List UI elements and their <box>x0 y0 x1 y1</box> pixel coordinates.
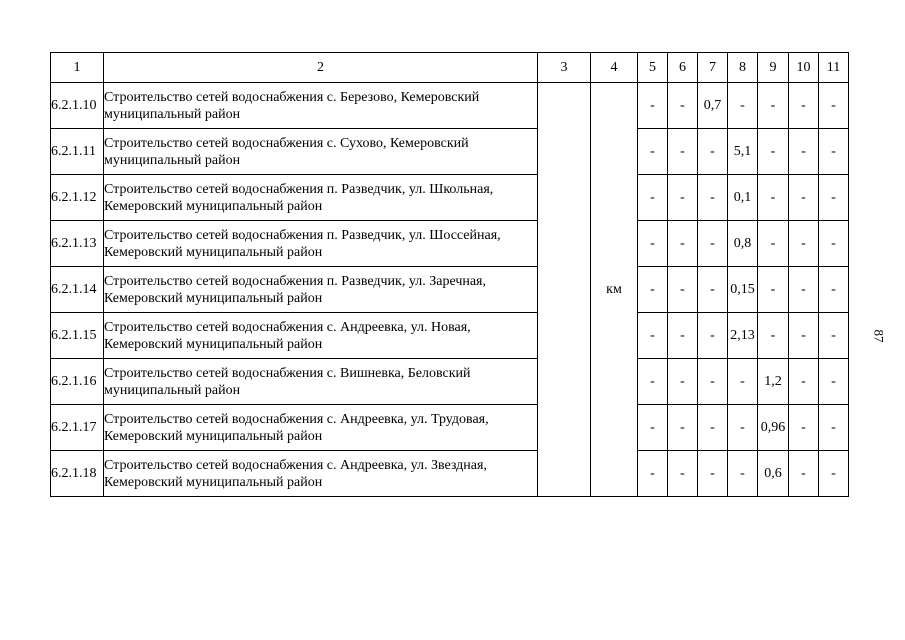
value-cell: 1,2 <box>758 359 789 405</box>
value-cell: - <box>789 221 819 267</box>
table-row <box>51 129 849 175</box>
value-cell: 0,7 <box>698 83 728 129</box>
value-cell: - <box>728 451 758 497</box>
row-description: Строительство сетей водоснабжения с. Вишневка, Беловский муниципальный район <box>104 359 538 405</box>
value-cell: - <box>638 405 668 451</box>
page-number: 87 <box>871 329 887 343</box>
table-row <box>51 83 849 129</box>
value-cell: - <box>758 175 789 221</box>
value-cell: - <box>819 451 849 497</box>
value-cell: - <box>789 175 819 221</box>
value-cell: - <box>638 451 668 497</box>
table-row <box>51 221 849 267</box>
value-cell: - <box>819 405 849 451</box>
value-cell: 0,1 <box>728 175 758 221</box>
value-cell: - <box>668 129 698 175</box>
value-cell: - <box>789 83 819 129</box>
value-cell: - <box>638 313 668 359</box>
row-description: Строительство сетей водоснабжения п. Разведчик, ул. Школьная, Кемеровский муниципальный район <box>104 175 538 221</box>
header-cell: 11 <box>819 53 849 83</box>
value-cell: - <box>728 83 758 129</box>
value-cell: - <box>668 451 698 497</box>
table-row <box>51 175 849 221</box>
value-cell: - <box>668 359 698 405</box>
value-cell: - <box>698 359 728 405</box>
row-code: 6.2.1.16 <box>51 359 104 405</box>
value-cell: - <box>789 129 819 175</box>
row-description: Строительство сетей водоснабжения п. Разведчик, ул. Заречная, Кемеровский муниципальный район <box>104 267 538 313</box>
row-description: Строительство сетей водоснабжения с. Андреевка, ул. Звездная, Кемеровский муниципальный район <box>104 451 538 497</box>
value-cell: - <box>698 405 728 451</box>
row-code: 6.2.1.11 <box>51 129 104 175</box>
value-cell: - <box>819 267 849 313</box>
value-cell: - <box>819 313 849 359</box>
row-code: 6.2.1.17 <box>51 405 104 451</box>
row-description: Строительство сетей водоснабжения с. Андреевка, ул. Новая, Кемеровский муниципальный район <box>104 313 538 359</box>
value-cell: - <box>698 313 728 359</box>
table-row <box>51 267 849 313</box>
value-cell: - <box>638 221 668 267</box>
header-cell: 1 <box>51 53 104 83</box>
header-cell: 9 <box>758 53 789 83</box>
value-cell: - <box>819 359 849 405</box>
table-row <box>51 313 849 359</box>
unit-cell: км <box>591 83 638 497</box>
value-cell: - <box>819 221 849 267</box>
value-cell: - <box>668 405 698 451</box>
value-cell: 0,15 <box>728 267 758 313</box>
row-description: Строительство сетей водоснабжения п. Разведчик, ул. Шоссейная, Кемеровский муниципальный район <box>104 221 538 267</box>
header-cell: 8 <box>728 53 758 83</box>
header-cell: 6 <box>668 53 698 83</box>
table-row <box>51 359 849 405</box>
row-code: 6.2.1.14 <box>51 267 104 313</box>
value-cell: - <box>668 313 698 359</box>
header-cell: 2 <box>104 53 538 83</box>
value-cell: - <box>698 221 728 267</box>
value-cell: 0,96 <box>758 405 789 451</box>
value-cell: - <box>758 313 789 359</box>
value-cell: - <box>789 451 819 497</box>
header-cell: 5 <box>638 53 668 83</box>
header-cell: 4 <box>591 53 638 83</box>
value-cell: - <box>698 129 728 175</box>
table-body <box>51 53 849 497</box>
value-cell: - <box>668 221 698 267</box>
value-cell: - <box>668 83 698 129</box>
value-cell: - <box>638 129 668 175</box>
value-cell: - <box>819 175 849 221</box>
value-cell: - <box>789 313 819 359</box>
row-code: 6.2.1.13 <box>51 221 104 267</box>
value-cell: - <box>728 405 758 451</box>
value-cell: - <box>819 129 849 175</box>
value-cell: - <box>698 451 728 497</box>
value-cell: - <box>638 359 668 405</box>
column-3-cell <box>538 83 591 497</box>
row-code: 6.2.1.10 <box>51 83 104 129</box>
value-cell: - <box>789 267 819 313</box>
value-cell: - <box>638 175 668 221</box>
value-cell: - <box>758 267 789 313</box>
table-row <box>51 451 849 497</box>
header-cell: 10 <box>789 53 819 83</box>
header-cell: 3 <box>538 53 591 83</box>
header-cell: 7 <box>698 53 728 83</box>
value-cell: - <box>728 359 758 405</box>
row-description: Строительство сетей водоснабжения с. Андреевка, ул. Трудовая, Кемеровский муниципальный район <box>104 405 538 451</box>
value-cell: - <box>758 221 789 267</box>
row-description: Строительство сетей водоснабжения с. Сухово, Кемеровский муниципальный район <box>104 129 538 175</box>
row-code: 6.2.1.18 <box>51 451 104 497</box>
value-cell: 0,6 <box>758 451 789 497</box>
value-cell: - <box>668 175 698 221</box>
row-code: 6.2.1.15 <box>51 313 104 359</box>
value-cell: - <box>638 83 668 129</box>
value-cell: - <box>698 267 728 313</box>
value-cell: - <box>638 267 668 313</box>
value-cell: - <box>819 83 849 129</box>
row-description: Строительство сетей водоснабжения с. Березово, Кемеровский муниципальный район <box>104 83 538 129</box>
table-row <box>51 405 849 451</box>
header-row <box>51 53 849 83</box>
row-code: 6.2.1.12 <box>51 175 104 221</box>
data-table <box>50 52 849 497</box>
value-cell: - <box>758 129 789 175</box>
value-cell: - <box>698 175 728 221</box>
value-cell: 0,8 <box>728 221 758 267</box>
value-cell: 2,13 <box>728 313 758 359</box>
value-cell: 5,1 <box>728 129 758 175</box>
value-cell: - <box>789 405 819 451</box>
value-cell: - <box>758 83 789 129</box>
value-cell: - <box>668 267 698 313</box>
value-cell: - <box>789 359 819 405</box>
